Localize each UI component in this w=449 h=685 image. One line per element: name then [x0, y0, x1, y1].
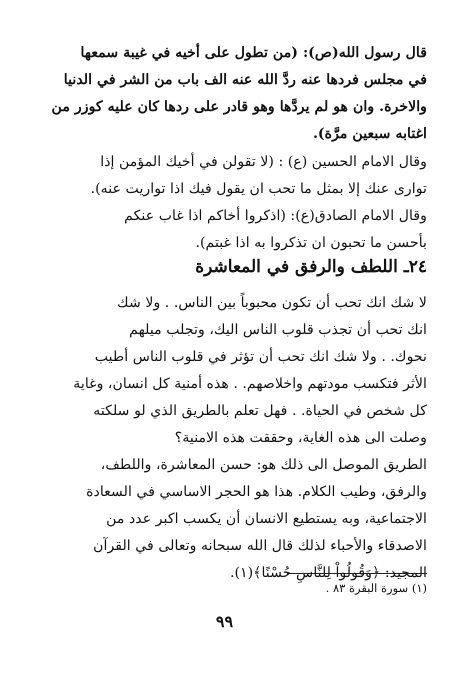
- paragraph-two: [18, 452, 427, 587]
- text-line: اغتابه سبعين مرَّة).: [312, 126, 427, 142]
- text-line: وقال الامام الحسين (ع) : (لا تقولن في أخيك المؤمن إذا: [100, 154, 427, 170]
- text-line: الطريق الموصل الى ذلك هو: حسن المعاشرة، واللطف،: [100, 457, 427, 473]
- imam-sadiq-quote: [18, 203, 427, 257]
- imam-husayn-quote: [18, 149, 427, 203]
- text-line: نحوك. . ولا شك انك تحب أن تؤثر في قلوب الناس أطيب: [94, 349, 427, 365]
- text-line: انك تحب أن تجذب قلوب الناس اليك، وتجلب ميلهم: [129, 322, 427, 338]
- text-line: كل شخص في الحياة. . فهل تعلم بالطريق الذي لو سلكته: [93, 403, 427, 419]
- page-number: ٩٩: [215, 612, 234, 631]
- text-line: الأثر فتكسب مودتهم واخلاصهم. . هذه أمنية كل انسان، وغاية: [73, 376, 427, 392]
- text-line: الاجتماعية، وبه يستطيع الانسان أن يكسب اكبر عدد من: [106, 511, 427, 527]
- hadith-rasul-quote: [18, 40, 427, 148]
- text-line: والاخرة. وان هو لم يردَّها وهو قادر على ردها كان عليه كوزر من: [51, 99, 427, 115]
- text-line: قال رسول الله(ص): (من تطول على أخيه في غيبة سمعها: [80, 45, 427, 61]
- text-line: في مجلس فردها عنه ردَّ الله عنه الف باب من الشر في الدنيا: [63, 72, 427, 88]
- text-line: لا شك انك تحب أن تكون محبوباً بين الناس. . ولا شك: [117, 295, 427, 311]
- text-line: الاصدقاء والأحباء لذلك قال الله سبحانه وتعالى في القرآن: [93, 538, 427, 554]
- text-line: بأحسن ما تحبون ان تذكروا به اذا غبتم).: [195, 235, 427, 251]
- text-line: المجيد: ﴿وَقُولُواْ لِلنَّاسِ حُسْنًا﴾(١).: [229, 565, 427, 581]
- hadith-rasul-paragraph: [18, 40, 427, 148]
- section-body: [18, 290, 427, 587]
- footnote: (١) سورة البقرة ٨٣ .: [325, 581, 427, 595]
- text-line: وقال الامام الصادق(ع): (اذكروا أخاكم اذا غاب عنكم: [124, 208, 427, 224]
- text-line: وصلت الى هذه الغاية، وحققت هذه الامنية؟: [174, 430, 427, 446]
- text-line: توارى عنك إلا بمثل ما تحب ان يقول فيك اذا تواريت عنه).: [90, 181, 427, 197]
- footnote-divider: [287, 573, 427, 574]
- imam-quotes: [18, 149, 427, 257]
- paragraph-one: [18, 290, 427, 452]
- text-line: والرفق، وطيب الكلام. هذا هو الحجر الاساسي في السعادة: [86, 484, 427, 500]
- section-heading: ٢٤ـ اللطف والرفق في المعاشرة: [195, 257, 427, 277]
